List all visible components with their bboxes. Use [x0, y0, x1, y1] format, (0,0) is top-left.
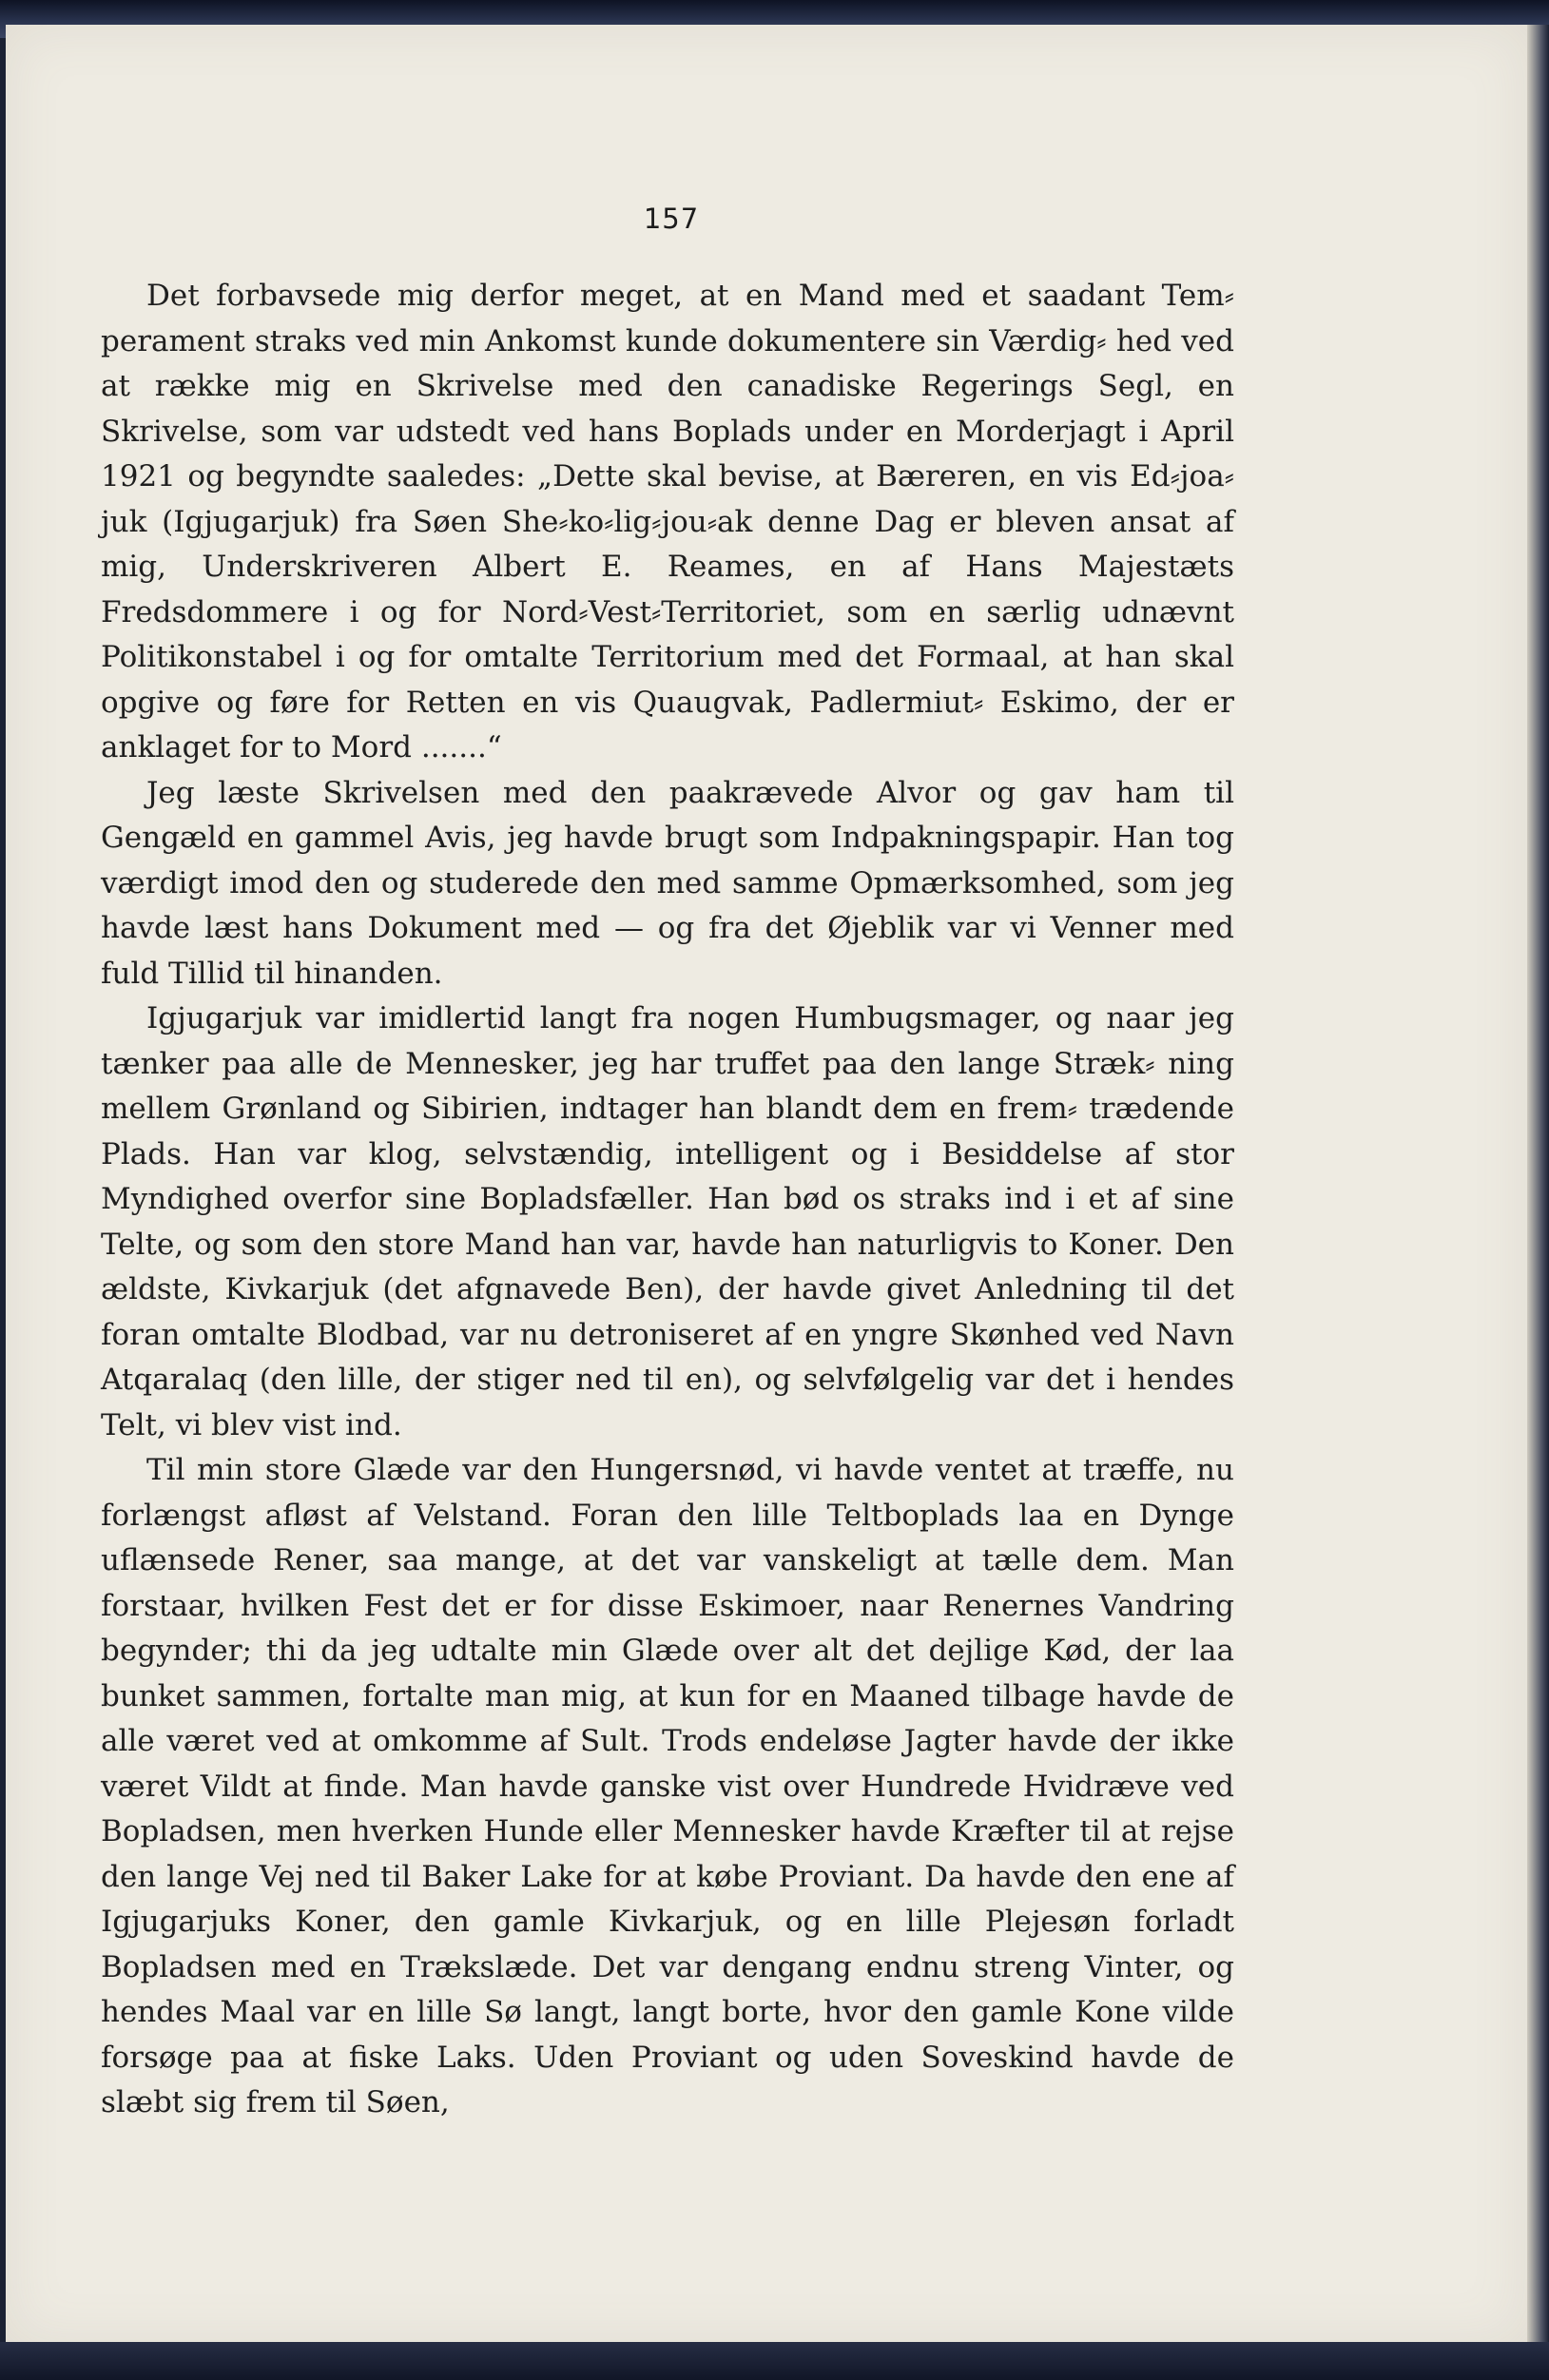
paragraph-2: Jeg læste Skrivelsen med den paakrævede Alvor og gav ham til Gengæld en gammel Avis, jeg havde brugt som Indpakningspapir. Han tog værdigt imod den og studerede den med samme Opmærksomhed, som jeg havde læst hans Dokument med — og fra det Øjeblik var vi Venner med fuld Tillid til hinanden.: [101, 775, 1234, 991]
paragraph-4: Til min store Glæde var den Hungersnød, vi havde ventet at træffe, nu forlængst afløst af Velstand. Foran den lille Teltboplads laa en Dynge uflænsede Rener, saa mange, at det var vanskeligt at tælle dem. Man forstaar, hvilken Fest det er for disse Eskimoer, naar Renernes Vandring begynder; thi da jeg udtalte min Glæde over alt det dejlige Kød, der laa bunket sammen, fortalte man mig, at kun for en Maaned tilbage havde de alle været ved at omkomme af Sult. Trods endeløse Jagter havde der ikke været Vildt at finde. Man havde ganske vist over Hundrede Hvidræve ved Bopladsen, men hverken Hunde eller Mennesker havde Kræfter til at rejse den lange Vej ned til Baker Lake for at købe Proviant. Da havde den ene af Igjugarjuks Koner, den gamle Kivkarjuk, og en lille Plejesøn forladt Bopladsen med en Trækslæde. Det var dengang endnu streng Vinter, og hendes Maal var en lille Sø langt, langt borte, hvor den gamle Kone vilde forsøge paa at fiske Laks. Uden Proviant og uden Soveskind havde de slæbt sig frem til Søen,: [101, 1453, 1234, 2119]
body-text: [101, 274, 1234, 2126]
paragraph-1: Det forbavsede mig derfor meget, at en Mand med et saadant Tem⸗ perament straks ved min Ankomst kunde dokumentere sin Værdig⸗ hed ved at række mig en Skrivelse med den canadiske Regerings Segl, en Skrivelse, som var udstedt ved hans Boplads under en Morderjagt i April 1921 og begyndte saaledes: „Dette skal bevise, at Bæreren, en vis Ed⸗joa⸗juk (Igjugarjuk) fra Søen She⸗ko⸗lig⸗jou⸗ak denne Dag er bleven ansat af mig, Underskriveren Albert E. Reames, en af Hans Majestæts Fredsdommere i og for Nord⸗Vest⸗Territoriet, som en særlig udnævnt Politikonstabel i og for omtalte Territorium med det Formaal, at han skal opgive og føre for Retten en vis Quaugvak, Padlermiut⸗ Eskimo, der er anklaget for to Mord .......“: [101, 279, 1234, 764]
book-page: [6, 25, 1527, 2345]
page-edge: [1527, 25, 1549, 2345]
scanner-bottom-edge: [0, 2342, 1549, 2380]
page-number: 157: [643, 203, 700, 235]
paragraph-3: Igjugarjuk var imidlertid langt fra nogen Humbugsmager, og naar jeg tænker paa alle de Mennesker, jeg har truffet paa den lange Stræk⸗ ning mellem Grønland og Sibirien, indtager han blandt dem en frem⸗ trædende Plads. Han var klog, selvstændig, intelligent og i Besiddelse af stor Myndighed overfor sine Bopladsfæller. Han bød os straks ind i et af sine Telte, og som den store Mand han var, havde han naturligvis to Koner. Den ældste, Kivkarjuk (det afgnavede Ben), der havde givet Anledning til det foran omtalte Blodbad, var nu detroniseret af en yngre Skønhed ved Navn Atqaralaq (den lille, der stiger ned til en), og selvfølgelig var det i hendes Telt, vi blev vist ind.: [101, 1001, 1234, 1442]
